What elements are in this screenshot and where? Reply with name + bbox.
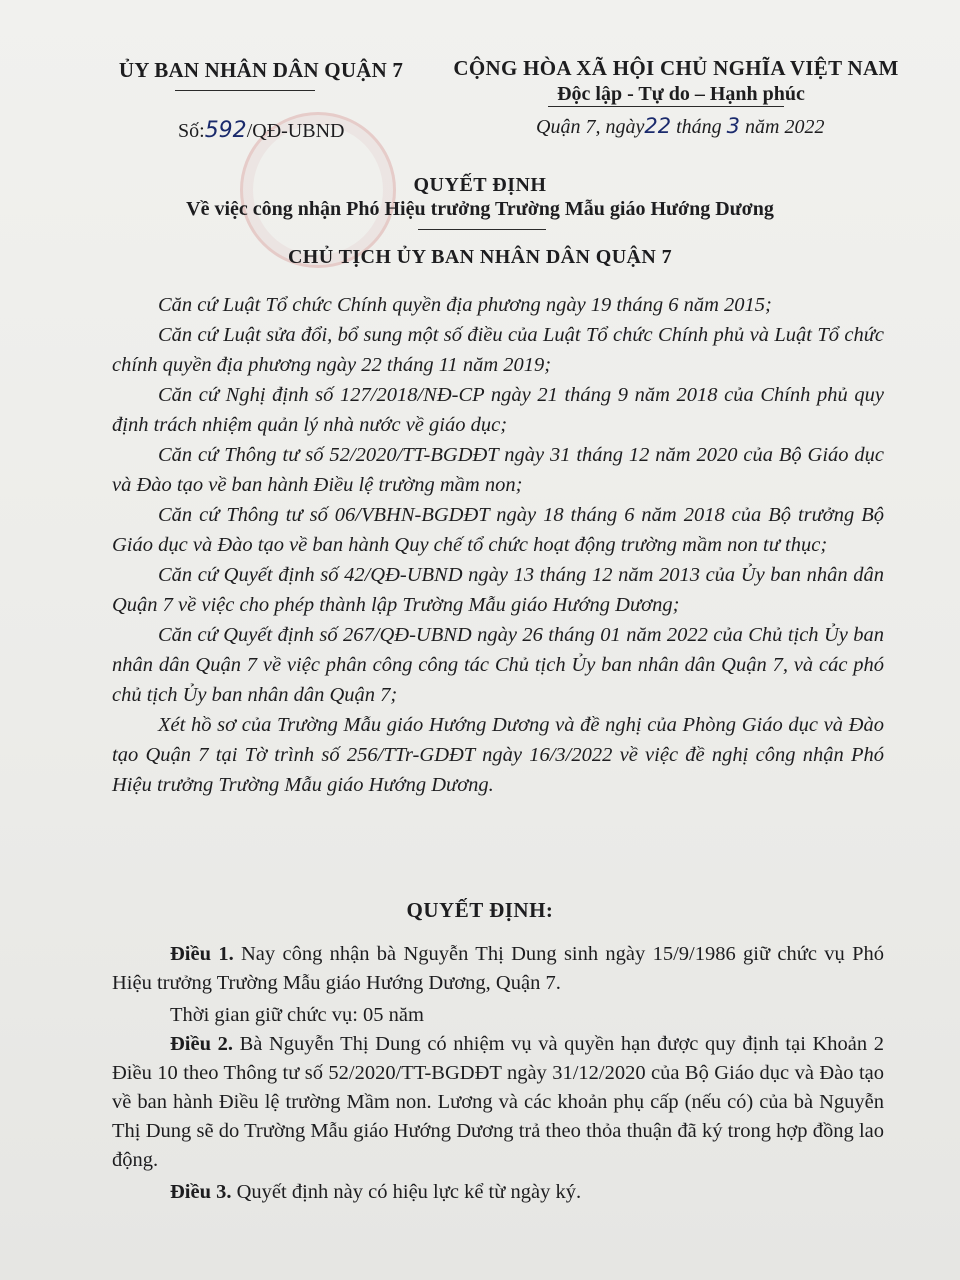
agency-header xyxy=(96,58,426,83)
doc-number-handwritten: 592 xyxy=(204,118,247,143)
place-date xyxy=(536,114,824,139)
legal-basis: Căn cứ Thông tư số 52/2020/TT-BGDĐT ngày 31 tháng 12 năm 2020 của Bộ Giáo dục và Đào tạo về ban hành Điều lệ trường mầm non; xyxy=(112,444,884,496)
legal-basis: Căn cứ Luật Tổ chức Chính quyền địa phương ngày 19 tháng 6 năm 2015; xyxy=(158,294,772,316)
legal-basis: Căn cứ Thông tư số 06/VBHN-BGDĐT ngày 18 tháng 6 năm 2018 của Bộ trưởng Bộ Giáo dục và Đào tạo về ban hành Quy chế tổ chức hoạt động trường mầm non tư thục; xyxy=(112,504,884,556)
legal-basis: Xét hồ sơ của Trường Mẫu giáo Hướng Dương và đề nghị của Phòng Giáo dục và Đào tạo Quận 7 tại Tờ trình số 256/TTr-GDĐT ngày 16/3/2022 về việc đề nghị công nhận Phó Hiệu trưởng Trường Mẫu giáo Hướng Dương. xyxy=(112,714,884,796)
decision-heading: QUYẾT ĐỊNH: xyxy=(406,898,554,922)
article-3-label: Điều 3. xyxy=(170,1181,232,1203)
motto-underline xyxy=(548,106,784,107)
month-label: tháng xyxy=(676,116,722,138)
issuing-authority: CHỦ TỊCH ỦY BAN NHÂN DÂN QUẬN 7 xyxy=(287,246,673,268)
month-handwritten: 3 xyxy=(726,114,740,138)
agency-underline xyxy=(175,90,315,91)
national-motto: Độc lập - Tự do – Hạnh phúc xyxy=(557,83,805,105)
article-1-text: Nay công nhận bà Nguyễn Thị Dung sinh ngày 15/9/1986 giữ chức vụ Phó Hiệu trưởng Trường Mẫu giáo Hướng Dương, Quận 7. xyxy=(112,943,884,994)
legal-bases xyxy=(112,290,884,800)
article-1-label: Điều 1. xyxy=(170,943,234,965)
article-1 xyxy=(112,940,884,998)
article-3-text: Quyết định này có hiệu lực kể từ ngày ký. xyxy=(231,1181,582,1203)
document-number xyxy=(178,118,344,143)
legal-basis: Căn cứ Nghị định số 127/2018/NĐ-CP ngày 21 tháng 9 năm 2018 của Chính phủ quy định trách nhiệm quản lý nhà nước về giáo dục; xyxy=(112,384,884,436)
year-text: năm 2022 xyxy=(745,116,825,138)
decision-title: QUYẾT ĐỊNH xyxy=(413,174,547,196)
decision-subtitle: Về việc công nhận Phó Hiệu trưởng Trường Mẫu giáo Hướng Dương xyxy=(186,198,774,220)
doc-suffix: /QĐ-UBND xyxy=(246,120,345,142)
legal-basis: Căn cứ Quyết định số 267/QĐ-UBND ngày 26 tháng 01 năm 2022 của Chủ tịch Ủy ban nhân dân Quận 7 về việc phân công công tác Chủ tịch Ủy ban nhân dân Quận 7, và các phó chủ tịch Ủy ban nhân dân Quận 7; xyxy=(112,624,884,706)
term-of-office: Thời gian giữ chức vụ: 05 năm xyxy=(170,1004,424,1026)
place-prefix: Quận 7, ngày xyxy=(536,116,645,138)
article-3 xyxy=(112,1178,884,1207)
country-header xyxy=(436,56,916,106)
country-name: CỘNG HÒA XÃ HỘI CHỦ NGHĨA VIỆT NAM xyxy=(453,56,899,80)
article-2 xyxy=(112,1030,884,1175)
doc-prefix: Số: xyxy=(178,120,205,142)
day-handwritten: 22 xyxy=(644,114,672,138)
article-2-text: Bà Nguyễn Thị Dung có nhiệm vụ và quyền hạn được quy định tại Khoản 2 Điều 10 theo Thông tư số 52/2020/TT-BGDĐT ngày 31/12/2020 của Bộ Giáo dục và Đào tạo về ban hành Điều lệ trường Mầm non. Lương và các khoản phụ cấp (nếu có) của bà Nguyễn Thị Dung sẽ do Trường Mẫu giáo Hướng Dương trả theo thỏa thuận đã ký trong hợp đồng lao động. xyxy=(112,1033,884,1171)
article-2-label: Điều 2. xyxy=(170,1033,233,1055)
agency-name: ỦY BAN NHÂN DÂN QUẬN 7 xyxy=(118,58,404,82)
subtitle-underline xyxy=(418,229,546,230)
articles xyxy=(112,940,884,1207)
legal-basis: Căn cứ Quyết định số 42/QĐ-UBND ngày 13 tháng 12 năm 2013 của Ủy ban nhân dân Quận 7 về việc cho phép thành lập Trường Mẫu giáo Hướng Dương; xyxy=(112,564,884,616)
legal-basis: Căn cứ Luật sửa đổi, bổ sung một số điều của Luật Tổ chức Chính phủ và Luật Tổ chức chính quyền địa phương ngày 22 tháng 11 năm 2019; xyxy=(112,324,884,376)
